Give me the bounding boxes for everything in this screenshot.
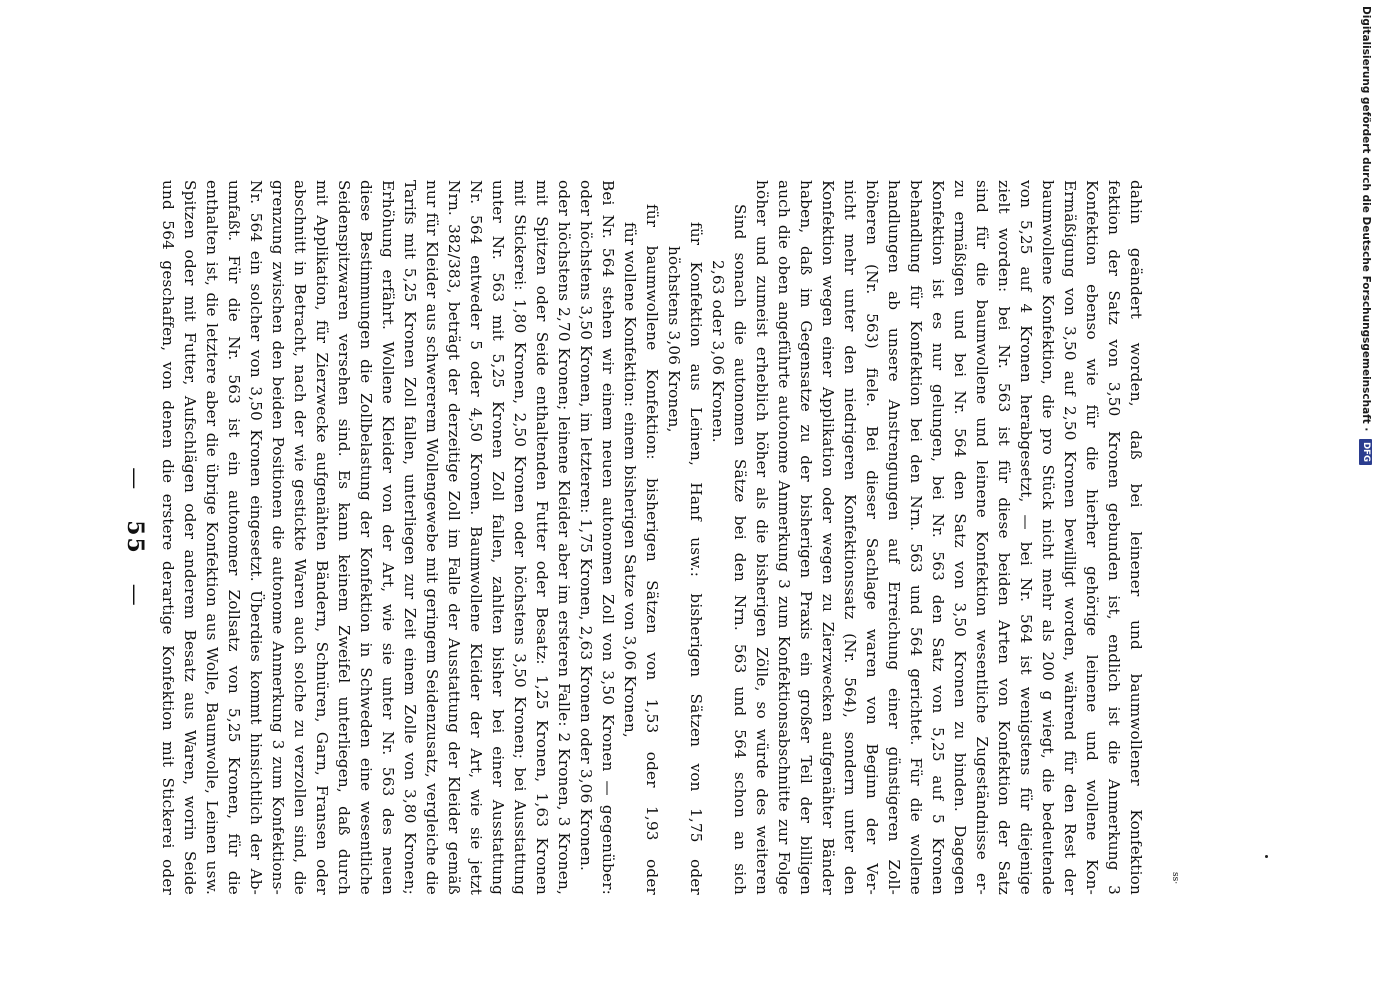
scan-speck bbox=[1265, 855, 1268, 858]
text-line: dahin geändert worden, daß bei leinener und baumwollener Konfektion bbox=[1127, 180, 1145, 895]
text-line: mit Spitzen oder Seide enthaltenden Futter oder Besatz: 1,25 Kronen, 1,63 Kronen bbox=[533, 180, 551, 895]
text-line: Sind sonach die autonomen Sätze bei den Nrn. 563 und 564 schon an sich bbox=[731, 204, 749, 895]
text-line: grenzung zwischen den beiden Positionen die autonome Anmerkung 3 zum Konfektions- bbox=[269, 180, 287, 895]
page-body-text bbox=[158, 180, 1148, 895]
text-line: abschnitt in Betracht, nach der wie gestickte Waren auch solche zu verzollen sind, die bbox=[291, 180, 309, 895]
text-line: höheren (Nr. 563) fiele. Bei dieser Sachlage waren von Beginn der Ver- bbox=[863, 180, 881, 895]
text-line: Ermäßigung von 3,50 auf 2,50 Kronen bewilligt worden, während für den Rest der bbox=[1061, 180, 1079, 895]
text-line: oder höchstens 3,50 Kronen, im letzteren: 1,75 Kronen, 2,63 Kronen oder 3,06 Kronen. bbox=[577, 180, 595, 872]
text-line: handlungen ab unsere Anstrengungen auf Erreichung einer günstigeren Zoll- bbox=[885, 180, 903, 895]
text-line: von 5,25 auf 4 Kronen herabgesetzt, — bei Nr. 564 ist wenigstens für diejenige bbox=[1017, 180, 1035, 895]
text-line: haben, daß im Gegensatze zu der bisherigen Praxis ein großer Teil der billigen bbox=[797, 180, 815, 895]
text-line: Nrn. 382/383, beträgt der derzeitige Zoll im Falle der Ausstattung der Kleider gemäß bbox=[445, 180, 463, 895]
digitization-credit bbox=[1355, 6, 1377, 996]
header-dash-right: — bbox=[122, 583, 147, 608]
text-line: enthalten ist, die letztere aber die übrige Konfektion aus Wolle, Baumwolle, Leinen usw. bbox=[203, 180, 221, 895]
digitization-credit-text-wrap bbox=[1355, 6, 1377, 996]
text-line: nur für Kleider aus schwererem Wollengewebe mit geringem Seidenzusatz, vergleiche die bbox=[423, 180, 441, 895]
text-line: fektion der Satz von 3,50 Kronen gebunden ist, endlich ist die Anmerkung 3 bbox=[1105, 180, 1123, 895]
text-line: unter Nr. 563 mit 5,25 Kronen Zoll fallen, zahlten bisher bei einer Ausstattung bbox=[489, 180, 507, 895]
text-line: höchstens 3,06 Kronen, bbox=[665, 246, 683, 433]
text-line: und 564 geschaffen, von denen die ersterе derartige Konfektion mit Stickerei oder bbox=[159, 180, 177, 895]
text-line: behandlung für Konfektion bei den Nrn. 563 und 564 gerichtet. Für die wollene bbox=[907, 180, 925, 895]
text-line: höher und zumeist erheblich höher als die bisherigen Zölle, so würde des weiteren bbox=[753, 180, 771, 895]
text-line: zielt worden: bei Nr. 563 ist für diese beiden Arten von Konfektion der Satz bbox=[995, 180, 1013, 895]
text-line: nicht mehr unter den niedrigeren Konfektionssatz (Nr. 564), sondern unter den bbox=[841, 180, 859, 895]
text-line: Konfektion ist es nur gelungen, bei Nr. 563 den Satz von 5,25 auf 5 Kronen bbox=[929, 180, 947, 895]
text-line: mit Stickerei: 1,80 Kronen, 2,50 Kronen oder höchstens 3,50 Kronen; bei Ausstattung bbox=[511, 180, 529, 895]
footer-mark: ss· bbox=[1170, 872, 1180, 885]
text-line: Nr. 564 entweder 5 oder 4,50 Kronen. Baumwollene Kleider der Art, wie sie jetzt bbox=[467, 180, 485, 895]
text-line: auch die oben angeführte autonome Anmerkung 3 zum Konfektionsabschnitte zur Folge bbox=[775, 180, 793, 895]
header-dash-left: — bbox=[122, 467, 147, 492]
text-line: Bei Nr. 564 stehen wir einem neuen autonomen Zoll von 3,50 Kronen — gegenüber: bbox=[599, 180, 617, 895]
page-header bbox=[115, 180, 155, 895]
text-line: für wollene Konfektion: einem bisherigen Satze von 3,06 Kronen, bbox=[621, 222, 639, 738]
text-line: sind für die baumwollene und leinene Konfektion wesentliche Zugeständnisse er- bbox=[973, 180, 991, 895]
text-line: diese Bestimmungen die Zollbelastung der Konfektion in Schweden eine wesentliche bbox=[357, 180, 375, 895]
document-page bbox=[80, 180, 1240, 895]
text-line: Konfektion wegen einer Applikation oder wegen zu Zierzwecken aufgenähter Bänder bbox=[819, 180, 837, 895]
text-line: für baumwollene Konfektion: bisherigen Sätzen von 1,53 oder 1,93 oder bbox=[643, 204, 661, 895]
text-line: für Konfektion aus Leinen, Hanf usw.: bisherigen Sätzen von 1,75 oder bbox=[687, 222, 705, 895]
dfg-logo: DFG bbox=[1360, 439, 1373, 465]
text-line: Spitzen oder mit Futter, Aufschlägen oder anderem Besatz aus Waren, worin Seide bbox=[181, 180, 199, 895]
text-line: oder höchstens 2,70 Kronen; leinene Kleider aber im ersteren Falle: 2 Kronen, 3 Kronen, bbox=[555, 180, 573, 895]
text-line: Tarifs mit 5,25 Kronen Zoll fallen, unterliegen zur Zeit einem Zolle von 3,80 Kronen; bbox=[401, 180, 419, 895]
text-line: umfaßt. Für die Nr. 563 ist ein autonomer Zollsatz von 5,25 Kronen, für die bbox=[225, 180, 243, 895]
credit-separator: · bbox=[1360, 423, 1372, 436]
text-line: mit Applikation, für Zierzwecke aufgenähten Bändern, Schnüren, Garn, Fransen oder bbox=[313, 180, 331, 895]
text-line: Seidenspitzwaren versehen sind. Es kann keinem Zweifel unterliegen, daß durch bbox=[335, 180, 353, 895]
text-line: zu ermäßigen und bei Nr. 564 den Satz von 3,50 Kronen zu binden. Dagegen bbox=[951, 180, 969, 895]
digitization-credit-text: Digitalisierung gefördert durch die Deutsche Forschungsgemeinschaft bbox=[1360, 6, 1372, 424]
text-line: Nr. 564 ein solcher von 3,50 Kronen eingesetzt. Überdies kommt hinsichtlich der Ab- bbox=[247, 180, 265, 895]
text-line: Konfektion ebenso wie für die hierher gehörige leinene und wollene Kon- bbox=[1083, 180, 1101, 895]
text-line: baumwollene Konfektion, die pro Stück nicht mehr als 200 g wiegt, die bedeutende bbox=[1039, 180, 1057, 895]
text-line: 2,63 oder 3,06 Kronen. bbox=[709, 260, 727, 443]
page-number: 55 bbox=[122, 520, 148, 555]
text-line: Erhöhung erfährt. Wollene Kleider von der Art, wie sie unter Nr. 563 des neuen bbox=[379, 180, 397, 895]
